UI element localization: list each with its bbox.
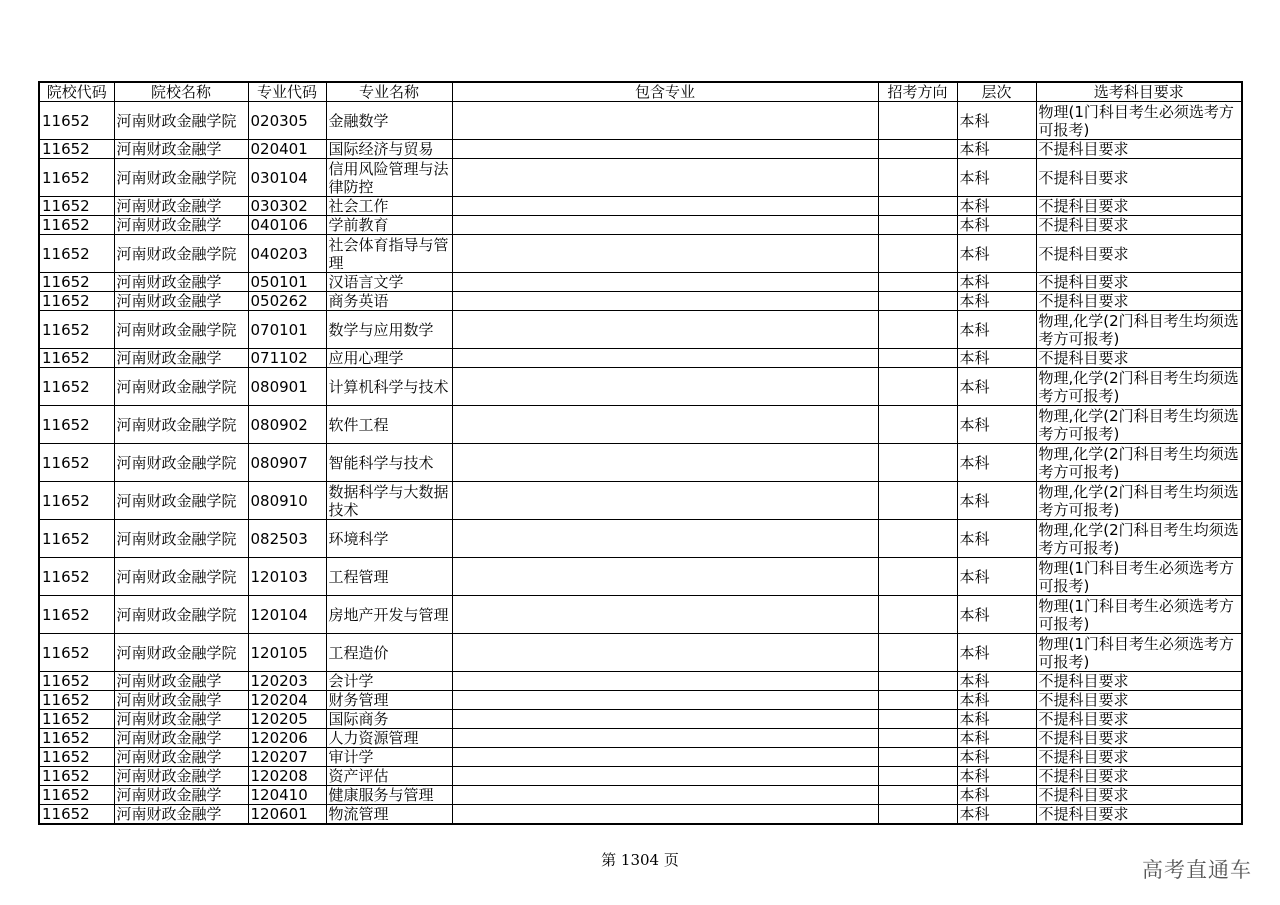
cell-major-name: 汉语言文学 bbox=[326, 273, 452, 292]
table-row bbox=[39, 140, 1242, 159]
cell-major-name: 工程造价 bbox=[326, 634, 452, 672]
cell-school-code: 11652 bbox=[39, 710, 114, 729]
cell-school-name: 河南财政金融学 bbox=[114, 140, 248, 159]
cell-major-name: 应用心理学 bbox=[326, 349, 452, 368]
cell-major-name: 国际商务 bbox=[326, 710, 452, 729]
cell-school-name: 河南财政金融学 bbox=[114, 273, 248, 292]
cell-included-majors bbox=[452, 444, 878, 482]
table-row bbox=[39, 558, 1242, 596]
cell-major-code: 030302 bbox=[248, 197, 326, 216]
cell-school-code: 11652 bbox=[39, 311, 114, 349]
cell-school-name: 河南财政金融学 bbox=[114, 767, 248, 786]
cell-major-code: 120410 bbox=[248, 786, 326, 805]
cell-school-name: 河南财政金融学 bbox=[114, 748, 248, 767]
cell-major-code: 040203 bbox=[248, 235, 326, 273]
cell-school-name: 河南财政金融学院 bbox=[114, 235, 248, 273]
cell-school-code: 11652 bbox=[39, 273, 114, 292]
cell-included-majors bbox=[452, 691, 878, 710]
cell-direction bbox=[878, 311, 957, 349]
table-body bbox=[39, 102, 1242, 825]
header-level: 层次 bbox=[957, 82, 1036, 102]
cell-major-name: 财务管理 bbox=[326, 691, 452, 710]
cell-level: 本科 bbox=[957, 235, 1036, 273]
cell-subject-requirement: 不提科目要求 bbox=[1036, 159, 1242, 197]
table-row bbox=[39, 235, 1242, 273]
cell-major-code: 082503 bbox=[248, 520, 326, 558]
cell-level: 本科 bbox=[957, 311, 1036, 349]
cell-level: 本科 bbox=[957, 140, 1036, 159]
cell-school-name: 河南财政金融学 bbox=[114, 805, 248, 825]
cell-major-code: 120103 bbox=[248, 558, 326, 596]
cell-direction bbox=[878, 197, 957, 216]
cell-school-name: 河南财政金融学 bbox=[114, 786, 248, 805]
cell-subject-requirement: 物理,化学(2门科目考生均须选考方可报考) bbox=[1036, 368, 1242, 406]
cell-school-name: 河南财政金融学 bbox=[114, 729, 248, 748]
cell-included-majors bbox=[452, 672, 878, 691]
cell-school-name: 河南财政金融学 bbox=[114, 349, 248, 368]
cell-school-code: 11652 bbox=[39, 197, 114, 216]
cell-major-name: 信用风险管理与法律防控 bbox=[326, 159, 452, 197]
cell-major-name: 国际经济与贸易 bbox=[326, 140, 452, 159]
table-row bbox=[39, 520, 1242, 558]
cell-subject-requirement: 不提科目要求 bbox=[1036, 216, 1242, 235]
table-row bbox=[39, 102, 1242, 140]
table-row bbox=[39, 805, 1242, 825]
cell-school-code: 11652 bbox=[39, 520, 114, 558]
cell-direction bbox=[878, 805, 957, 825]
cell-major-name: 审计学 bbox=[326, 748, 452, 767]
cell-direction bbox=[878, 159, 957, 197]
cell-included-majors bbox=[452, 159, 878, 197]
table-row bbox=[39, 349, 1242, 368]
cell-major-code: 020401 bbox=[248, 140, 326, 159]
cell-major-code: 120208 bbox=[248, 767, 326, 786]
cell-included-majors bbox=[452, 634, 878, 672]
cell-major-code: 120601 bbox=[248, 805, 326, 825]
table-row bbox=[39, 273, 1242, 292]
cell-level: 本科 bbox=[957, 349, 1036, 368]
cell-level: 本科 bbox=[957, 558, 1036, 596]
cell-included-majors bbox=[452, 273, 878, 292]
cell-school-code: 11652 bbox=[39, 748, 114, 767]
cell-major-code: 080901 bbox=[248, 368, 326, 406]
table-row bbox=[39, 406, 1242, 444]
cell-school-code: 11652 bbox=[39, 140, 114, 159]
cell-direction bbox=[878, 748, 957, 767]
header-school-code: 院校代码 bbox=[39, 82, 114, 102]
cell-school-code: 11652 bbox=[39, 729, 114, 748]
cell-subject-requirement: 不提科目要求 bbox=[1036, 273, 1242, 292]
cell-major-name: 数据科学与大数据技术 bbox=[326, 482, 452, 520]
cell-included-majors bbox=[452, 558, 878, 596]
cell-major-name: 环境科学 bbox=[326, 520, 452, 558]
cell-subject-requirement: 不提科目要求 bbox=[1036, 235, 1242, 273]
cell-direction bbox=[878, 482, 957, 520]
cell-included-majors bbox=[452, 235, 878, 273]
cell-subject-requirement: 不提科目要求 bbox=[1036, 748, 1242, 767]
cell-major-name: 金融数学 bbox=[326, 102, 452, 140]
cell-school-code: 11652 bbox=[39, 805, 114, 825]
cell-subject-requirement: 不提科目要求 bbox=[1036, 197, 1242, 216]
cell-direction bbox=[878, 691, 957, 710]
cell-direction bbox=[878, 235, 957, 273]
cell-major-name: 社会体育指导与管理 bbox=[326, 235, 452, 273]
cell-included-majors bbox=[452, 482, 878, 520]
cell-subject-requirement: 物理(1门科目考生必须选考方可报考) bbox=[1036, 558, 1242, 596]
cell-level: 本科 bbox=[957, 102, 1036, 140]
cell-school-code: 11652 bbox=[39, 482, 114, 520]
table-row bbox=[39, 672, 1242, 691]
cell-school-code: 11652 bbox=[39, 767, 114, 786]
cell-major-name: 计算机科学与技术 bbox=[326, 368, 452, 406]
cell-school-code: 11652 bbox=[39, 634, 114, 672]
cell-major-name: 学前教育 bbox=[326, 216, 452, 235]
cell-subject-requirement: 物理(1门科目考生必须选考方可报考) bbox=[1036, 596, 1242, 634]
header-major-code: 专业代码 bbox=[248, 82, 326, 102]
cell-subject-requirement: 不提科目要求 bbox=[1036, 786, 1242, 805]
cell-direction bbox=[878, 349, 957, 368]
cell-school-code: 11652 bbox=[39, 292, 114, 311]
cell-major-code: 050262 bbox=[248, 292, 326, 311]
cell-subject-requirement: 物理(1门科目考生必须选考方可报考) bbox=[1036, 102, 1242, 140]
cell-direction bbox=[878, 710, 957, 729]
admission-table bbox=[38, 81, 1243, 825]
cell-school-code: 11652 bbox=[39, 349, 114, 368]
cell-subject-requirement: 不提科目要求 bbox=[1036, 710, 1242, 729]
cell-major-name: 资产评估 bbox=[326, 767, 452, 786]
cell-major-code: 080907 bbox=[248, 444, 326, 482]
cell-school-code: 11652 bbox=[39, 102, 114, 140]
cell-included-majors bbox=[452, 140, 878, 159]
cell-school-name: 河南财政金融学 bbox=[114, 216, 248, 235]
cell-subject-requirement: 不提科目要求 bbox=[1036, 729, 1242, 748]
watermark: 高考直通车 bbox=[1142, 858, 1252, 882]
cell-level: 本科 bbox=[957, 368, 1036, 406]
cell-school-name: 河南财政金融学院 bbox=[114, 558, 248, 596]
cell-level: 本科 bbox=[957, 805, 1036, 825]
table-row bbox=[39, 729, 1242, 748]
cell-subject-requirement: 不提科目要求 bbox=[1036, 349, 1242, 368]
cell-included-majors bbox=[452, 805, 878, 825]
cell-school-name: 河南财政金融学院 bbox=[114, 482, 248, 520]
table-row bbox=[39, 482, 1242, 520]
cell-direction bbox=[878, 672, 957, 691]
cell-school-code: 11652 bbox=[39, 235, 114, 273]
cell-school-code: 11652 bbox=[39, 691, 114, 710]
cell-included-majors bbox=[452, 311, 878, 349]
cell-major-name: 人力资源管理 bbox=[326, 729, 452, 748]
cell-direction bbox=[878, 292, 957, 311]
cell-subject-requirement: 不提科目要求 bbox=[1036, 767, 1242, 786]
cell-major-code: 080902 bbox=[248, 406, 326, 444]
cell-level: 本科 bbox=[957, 444, 1036, 482]
header-school-name: 院校名称 bbox=[114, 82, 248, 102]
cell-level: 本科 bbox=[957, 273, 1036, 292]
cell-major-code: 080910 bbox=[248, 482, 326, 520]
cell-level: 本科 bbox=[957, 691, 1036, 710]
cell-included-majors bbox=[452, 729, 878, 748]
cell-level: 本科 bbox=[957, 672, 1036, 691]
cell-subject-requirement: 物理,化学(2门科目考生均须选考方可报考) bbox=[1036, 444, 1242, 482]
cell-level: 本科 bbox=[957, 786, 1036, 805]
cell-major-code: 120205 bbox=[248, 710, 326, 729]
cell-direction bbox=[878, 596, 957, 634]
cell-major-code: 120204 bbox=[248, 691, 326, 710]
cell-direction bbox=[878, 406, 957, 444]
cell-level: 本科 bbox=[957, 729, 1036, 748]
cell-direction bbox=[878, 273, 957, 292]
cell-major-code: 030104 bbox=[248, 159, 326, 197]
cell-level: 本科 bbox=[957, 634, 1036, 672]
cell-direction bbox=[878, 767, 957, 786]
cell-direction bbox=[878, 140, 957, 159]
cell-school-name: 河南财政金融学院 bbox=[114, 444, 248, 482]
cell-school-code: 11652 bbox=[39, 672, 114, 691]
cell-school-name: 河南财政金融学院 bbox=[114, 596, 248, 634]
cell-level: 本科 bbox=[957, 216, 1036, 235]
cell-included-majors bbox=[452, 520, 878, 558]
cell-major-code: 020305 bbox=[248, 102, 326, 140]
table-row bbox=[39, 634, 1242, 672]
cell-direction bbox=[878, 216, 957, 235]
table-row bbox=[39, 368, 1242, 406]
cell-direction bbox=[878, 558, 957, 596]
cell-subject-requirement: 不提科目要求 bbox=[1036, 140, 1242, 159]
cell-subject-requirement: 不提科目要求 bbox=[1036, 672, 1242, 691]
cell-included-majors bbox=[452, 710, 878, 729]
table-row bbox=[39, 748, 1242, 767]
cell-included-majors bbox=[452, 406, 878, 444]
cell-direction bbox=[878, 786, 957, 805]
cell-school-name: 河南财政金融学院 bbox=[114, 634, 248, 672]
cell-included-majors bbox=[452, 748, 878, 767]
cell-major-name: 物流管理 bbox=[326, 805, 452, 825]
cell-level: 本科 bbox=[957, 710, 1036, 729]
cell-school-name: 河南财政金融学院 bbox=[114, 368, 248, 406]
table-row bbox=[39, 767, 1242, 786]
cell-level: 本科 bbox=[957, 159, 1036, 197]
cell-level: 本科 bbox=[957, 406, 1036, 444]
cell-direction bbox=[878, 520, 957, 558]
cell-major-code: 120104 bbox=[248, 596, 326, 634]
cell-school-code: 11652 bbox=[39, 368, 114, 406]
cell-included-majors bbox=[452, 786, 878, 805]
cell-school-name: 河南财政金融学院 bbox=[114, 520, 248, 558]
cell-included-majors bbox=[452, 216, 878, 235]
cell-major-name: 数学与应用数学 bbox=[326, 311, 452, 349]
cell-level: 本科 bbox=[957, 197, 1036, 216]
cell-school-code: 11652 bbox=[39, 558, 114, 596]
cell-subject-requirement: 不提科目要求 bbox=[1036, 805, 1242, 825]
cell-major-code: 120206 bbox=[248, 729, 326, 748]
cell-level: 本科 bbox=[957, 520, 1036, 558]
page-number: 第 1304 页 bbox=[601, 851, 679, 869]
table-row bbox=[39, 710, 1242, 729]
table-row bbox=[39, 311, 1242, 349]
table-row bbox=[39, 444, 1242, 482]
cell-school-code: 11652 bbox=[39, 159, 114, 197]
cell-school-code: 11652 bbox=[39, 444, 114, 482]
header-major-name: 专业名称 bbox=[326, 82, 452, 102]
table-header-row bbox=[39, 82, 1242, 102]
cell-included-majors bbox=[452, 292, 878, 311]
cell-subject-requirement: 物理,化学(2门科目考生均须选考方可报考) bbox=[1036, 520, 1242, 558]
cell-included-majors bbox=[452, 197, 878, 216]
cell-direction bbox=[878, 729, 957, 748]
cell-school-name: 河南财政金融学 bbox=[114, 197, 248, 216]
table-row bbox=[39, 197, 1242, 216]
cell-included-majors bbox=[452, 596, 878, 634]
cell-major-code: 070101 bbox=[248, 311, 326, 349]
cell-major-code: 120105 bbox=[248, 634, 326, 672]
cell-major-name: 软件工程 bbox=[326, 406, 452, 444]
table-row bbox=[39, 786, 1242, 805]
cell-major-name: 社会工作 bbox=[326, 197, 452, 216]
cell-direction bbox=[878, 368, 957, 406]
cell-school-code: 11652 bbox=[39, 406, 114, 444]
cell-major-code: 120207 bbox=[248, 748, 326, 767]
cell-major-code: 120203 bbox=[248, 672, 326, 691]
cell-school-name: 河南财政金融学 bbox=[114, 292, 248, 311]
cell-school-code: 11652 bbox=[39, 786, 114, 805]
table-row bbox=[39, 292, 1242, 311]
cell-school-name: 河南财政金融学 bbox=[114, 691, 248, 710]
cell-level: 本科 bbox=[957, 292, 1036, 311]
cell-subject-requirement: 物理(1门科目考生必须选考方可报考) bbox=[1036, 634, 1242, 672]
table-row bbox=[39, 159, 1242, 197]
cell-subject-requirement: 物理,化学(2门科目考生均须选考方可报考) bbox=[1036, 311, 1242, 349]
cell-school-name: 河南财政金融学院 bbox=[114, 102, 248, 140]
cell-included-majors bbox=[452, 349, 878, 368]
cell-major-name: 房地产开发与管理 bbox=[326, 596, 452, 634]
cell-major-name: 会计学 bbox=[326, 672, 452, 691]
cell-direction bbox=[878, 102, 957, 140]
cell-school-code: 11652 bbox=[39, 596, 114, 634]
cell-direction bbox=[878, 634, 957, 672]
cell-level: 本科 bbox=[957, 482, 1036, 520]
cell-level: 本科 bbox=[957, 767, 1036, 786]
cell-subject-requirement: 物理,化学(2门科目考生均须选考方可报考) bbox=[1036, 482, 1242, 520]
cell-subject-requirement: 不提科目要求 bbox=[1036, 691, 1242, 710]
cell-major-name: 健康服务与管理 bbox=[326, 786, 452, 805]
cell-school-code: 11652 bbox=[39, 216, 114, 235]
header-included-majors: 包含专业 bbox=[452, 82, 878, 102]
cell-subject-requirement: 物理,化学(2门科目考生均须选考方可报考) bbox=[1036, 406, 1242, 444]
cell-major-name: 智能科学与技术 bbox=[326, 444, 452, 482]
cell-level: 本科 bbox=[957, 596, 1036, 634]
cell-school-name: 河南财政金融学院 bbox=[114, 311, 248, 349]
table-row bbox=[39, 216, 1242, 235]
cell-major-name: 商务英语 bbox=[326, 292, 452, 311]
cell-included-majors bbox=[452, 767, 878, 786]
cell-major-code: 071102 bbox=[248, 349, 326, 368]
table-row bbox=[39, 691, 1242, 710]
header-subject-requirement: 选考科目要求 bbox=[1036, 82, 1242, 102]
header-direction: 招考方向 bbox=[878, 82, 957, 102]
cell-included-majors bbox=[452, 368, 878, 406]
table-row bbox=[39, 596, 1242, 634]
cell-included-majors bbox=[452, 102, 878, 140]
cell-major-code: 050101 bbox=[248, 273, 326, 292]
cell-subject-requirement: 不提科目要求 bbox=[1036, 292, 1242, 311]
cell-school-name: 河南财政金融学 bbox=[114, 710, 248, 729]
cell-school-name: 河南财政金融学院 bbox=[114, 159, 248, 197]
cell-school-name: 河南财政金融学 bbox=[114, 672, 248, 691]
cell-direction bbox=[878, 444, 957, 482]
cell-school-name: 河南财政金融学院 bbox=[114, 406, 248, 444]
cell-level: 本科 bbox=[957, 748, 1036, 767]
cell-major-name: 工程管理 bbox=[326, 558, 452, 596]
cell-major-code: 040106 bbox=[248, 216, 326, 235]
